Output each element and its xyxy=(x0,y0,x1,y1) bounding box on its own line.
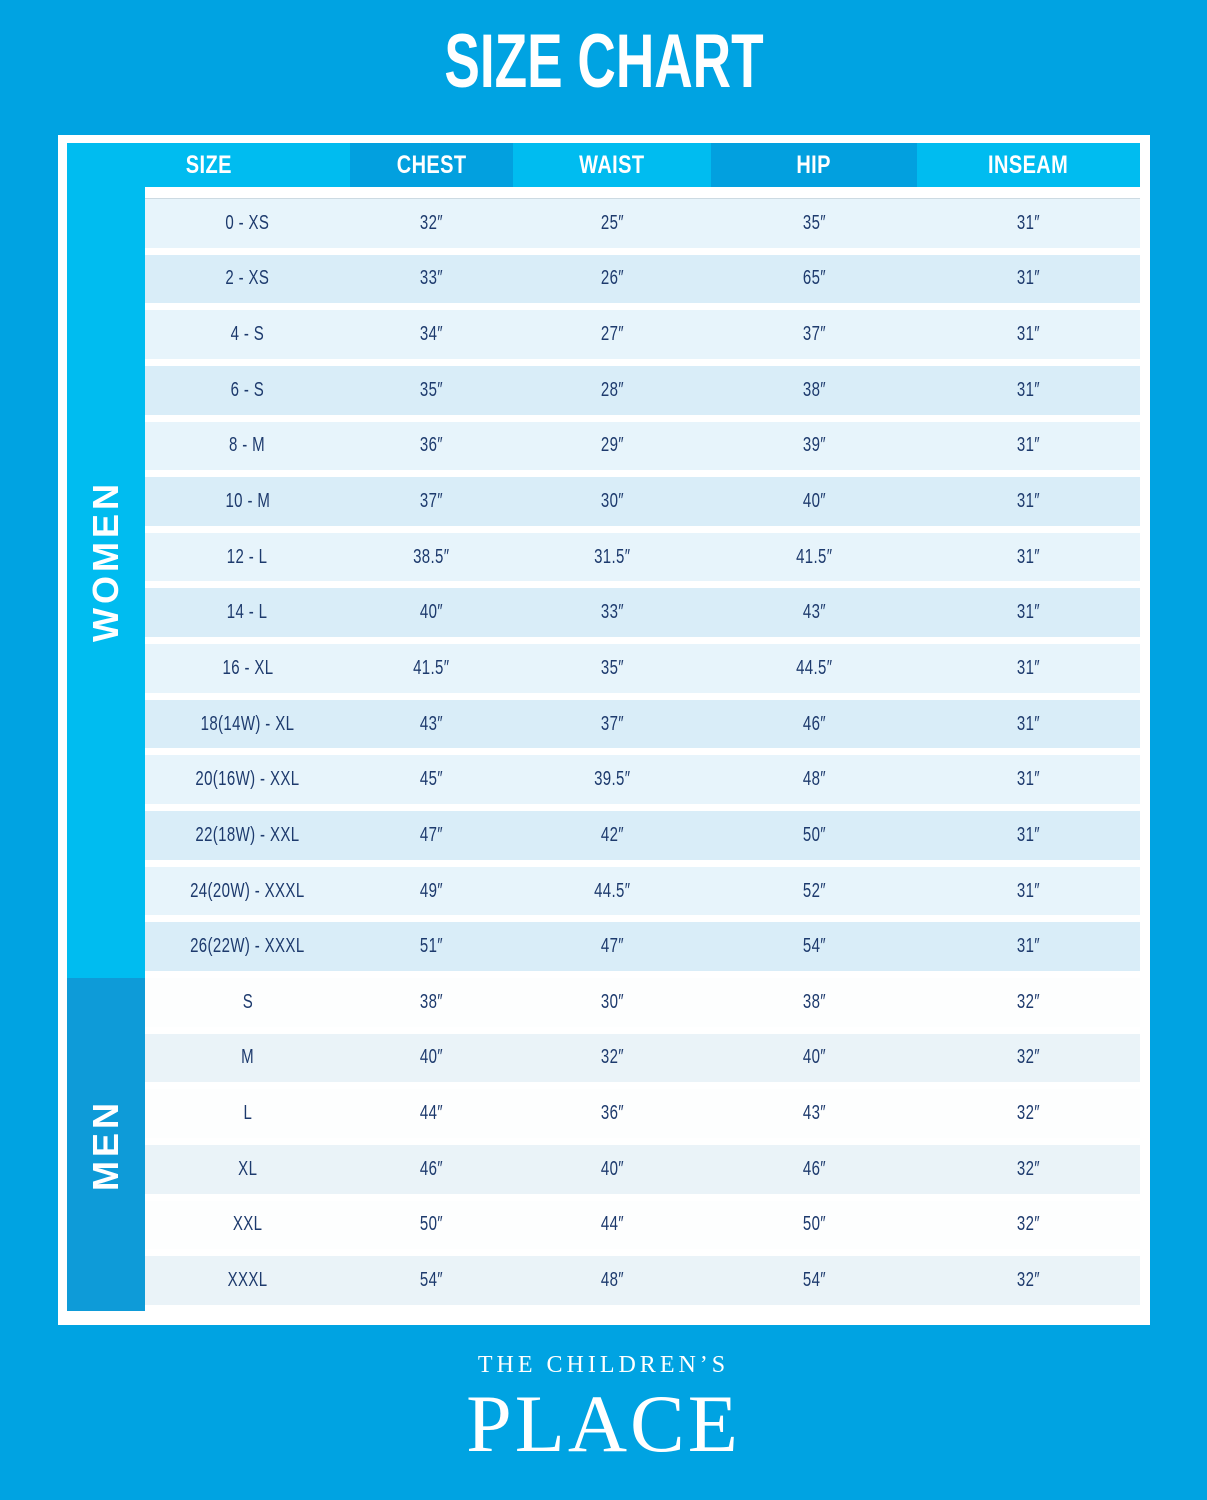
table-row xyxy=(145,255,1140,311)
brand-logo xyxy=(0,1352,1207,1469)
chest-cell: 33″ xyxy=(419,267,444,290)
table-row xyxy=(145,1201,1140,1257)
waist-cell: 48″ xyxy=(600,1268,624,1291)
inseam-cell: 31″ xyxy=(1016,211,1041,234)
page-title xyxy=(0,19,1207,104)
brand-name-top: THE CHILDREN’S xyxy=(477,1352,730,1378)
inseam-cell: 31″ xyxy=(1016,434,1041,457)
table-row xyxy=(145,700,1140,756)
hip-cell: 39″ xyxy=(802,434,826,457)
chest-cell: 54″ xyxy=(419,1268,444,1291)
inseam-cell: 32″ xyxy=(1016,1046,1041,1069)
chest-cell: 50″ xyxy=(419,1213,444,1236)
hip-cell: 44.5″ xyxy=(795,656,833,679)
chest-cell: 51″ xyxy=(419,935,444,958)
inseam-cell: 32″ xyxy=(1016,1157,1041,1180)
hip-cell: 54″ xyxy=(802,1268,826,1291)
inseam-cell: 31″ xyxy=(1016,323,1041,346)
inseam-cell: 32″ xyxy=(1016,1268,1041,1291)
inseam-cell: 31″ xyxy=(1016,267,1041,290)
waist-cell: 39.5″ xyxy=(593,768,631,791)
size-cell: 8 - M xyxy=(229,434,266,457)
table-row xyxy=(145,422,1140,478)
men-sidebar xyxy=(67,978,145,1311)
table-row xyxy=(145,199,1140,255)
waist-cell: 36″ xyxy=(600,1102,624,1125)
hip-cell: 50″ xyxy=(802,1213,826,1236)
chest-cell: 40″ xyxy=(419,1046,444,1069)
hip-cell: 38″ xyxy=(802,378,826,401)
inseam-cell: 32″ xyxy=(1016,1213,1041,1236)
hip-cell: 38″ xyxy=(802,990,826,1013)
size-cell: 26(22W) - XXXL xyxy=(190,935,305,958)
chest-cell: 38.5″ xyxy=(413,545,450,568)
table-row xyxy=(145,755,1140,811)
table-row xyxy=(145,922,1140,978)
chest-cell: 45″ xyxy=(419,768,444,791)
chest-cell: 32″ xyxy=(419,211,444,234)
hip-cell: 46″ xyxy=(802,712,826,735)
size-cell: 10 - M xyxy=(225,490,270,513)
chest-cell: 41.5″ xyxy=(413,656,450,679)
waist-cell: 29″ xyxy=(600,434,624,457)
size-cell: 6 - S xyxy=(230,378,265,401)
table-row xyxy=(145,310,1140,366)
size-cell: 20(16W) - XXL xyxy=(195,768,300,791)
women-sidebar xyxy=(67,143,145,978)
hip-cell: 48″ xyxy=(802,768,826,791)
inseam-cell: 31″ xyxy=(1016,879,1041,902)
size-cell: M xyxy=(241,1046,254,1069)
size-table xyxy=(58,135,1150,1325)
waist-cell: 44.5″ xyxy=(593,879,631,902)
column-header-waist: WAIST xyxy=(513,143,711,187)
size-cell: 12 - L xyxy=(227,545,268,568)
waist-cell: 30″ xyxy=(600,990,624,1013)
waist-cell: 44″ xyxy=(600,1213,624,1236)
size-cell: 16 - XL xyxy=(221,656,273,679)
table-row xyxy=(145,477,1140,533)
size-cell: XXXL xyxy=(227,1268,268,1291)
chest-cell: 34″ xyxy=(419,323,444,346)
table-body xyxy=(145,198,1140,1312)
hip-cell: 37″ xyxy=(802,323,826,346)
hip-cell: 65″ xyxy=(802,267,826,290)
waist-cell: 27″ xyxy=(600,323,624,346)
hip-cell: 54″ xyxy=(802,935,826,958)
table-row xyxy=(145,1145,1140,1201)
chest-cell: 38″ xyxy=(419,990,444,1013)
waist-cell: 26″ xyxy=(600,267,624,290)
size-cell: S xyxy=(242,990,253,1013)
brand-name-main: PLACE xyxy=(466,1378,741,1469)
chest-cell: 44″ xyxy=(419,1102,444,1125)
men-section-label: MEN xyxy=(85,1099,126,1191)
table-row xyxy=(145,1256,1140,1312)
chest-cell: 35″ xyxy=(419,378,444,401)
size-cell: XXL xyxy=(232,1213,263,1236)
size-cell: L xyxy=(243,1102,252,1125)
inseam-cell: 31″ xyxy=(1016,712,1041,735)
chest-cell: 43″ xyxy=(419,712,444,735)
column-header-size: SIZE xyxy=(67,143,350,187)
waist-cell: 35″ xyxy=(600,656,624,679)
waist-cell: 33″ xyxy=(600,601,624,624)
size-cell: 2 - XS xyxy=(225,267,270,290)
size-cell: XL xyxy=(237,1157,258,1180)
hip-cell: 40″ xyxy=(802,1046,826,1069)
column-header-inseam: INSEAM xyxy=(917,143,1140,187)
waist-cell: 28″ xyxy=(600,378,624,401)
inseam-cell: 31″ xyxy=(1016,823,1041,846)
hip-cell: 46″ xyxy=(802,1157,826,1180)
table-header xyxy=(67,143,1140,187)
page-title-text: SIZE CHART xyxy=(443,19,764,104)
chest-cell: 49″ xyxy=(419,879,444,902)
size-cell: 22(18W) - XXL xyxy=(195,823,300,846)
inseam-cell: 31″ xyxy=(1016,490,1041,513)
size-cell: 24(20W) - XXXL xyxy=(190,879,305,902)
hip-cell: 50″ xyxy=(802,823,826,846)
chest-cell: 40″ xyxy=(419,601,444,624)
table-row xyxy=(145,588,1140,644)
size-cell: 18(14W) - XL xyxy=(200,712,295,735)
table-row xyxy=(145,366,1140,422)
table-row xyxy=(145,1034,1140,1090)
inseam-cell: 31″ xyxy=(1016,768,1041,791)
waist-cell: 30″ xyxy=(600,490,624,513)
table-row xyxy=(145,644,1140,700)
waist-cell: 32″ xyxy=(600,1046,624,1069)
waist-cell: 31.5″ xyxy=(593,545,631,568)
inseam-cell: 31″ xyxy=(1016,601,1041,624)
waist-cell: 37″ xyxy=(600,712,624,735)
chest-cell: 36″ xyxy=(419,434,444,457)
inseam-cell: 31″ xyxy=(1016,545,1041,568)
size-cell: 4 - S xyxy=(230,323,265,346)
chest-cell: 47″ xyxy=(419,823,444,846)
chest-cell: 46″ xyxy=(419,1157,444,1180)
table-row xyxy=(145,867,1140,923)
waist-cell: 25″ xyxy=(600,211,624,234)
hip-cell: 41.5″ xyxy=(795,545,833,568)
hip-cell: 52″ xyxy=(802,879,826,902)
inseam-cell: 31″ xyxy=(1016,935,1041,958)
inseam-cell: 31″ xyxy=(1016,378,1041,401)
hip-cell: 43″ xyxy=(802,1102,826,1125)
hip-cell: 35″ xyxy=(802,211,826,234)
table-row xyxy=(145,978,1140,1034)
size-cell: 14 - L xyxy=(227,601,268,624)
waist-cell: 40″ xyxy=(600,1157,624,1180)
table-row xyxy=(145,533,1140,589)
inseam-cell: 32″ xyxy=(1016,990,1041,1013)
hip-cell: 43″ xyxy=(802,601,826,624)
inseam-cell: 32″ xyxy=(1016,1102,1041,1125)
table-row xyxy=(145,811,1140,867)
waist-cell: 42″ xyxy=(600,823,624,846)
chest-cell: 37″ xyxy=(419,490,444,513)
waist-cell: 47″ xyxy=(600,935,624,958)
women-section-label: WOMEN xyxy=(85,480,126,642)
size-cell: 0 - XS xyxy=(225,211,270,234)
column-header-hip: HIP xyxy=(711,143,917,187)
column-header-chest: CHEST xyxy=(350,143,513,187)
hip-cell: 40″ xyxy=(802,490,826,513)
inseam-cell: 31″ xyxy=(1016,656,1041,679)
table-row xyxy=(145,1089,1140,1145)
